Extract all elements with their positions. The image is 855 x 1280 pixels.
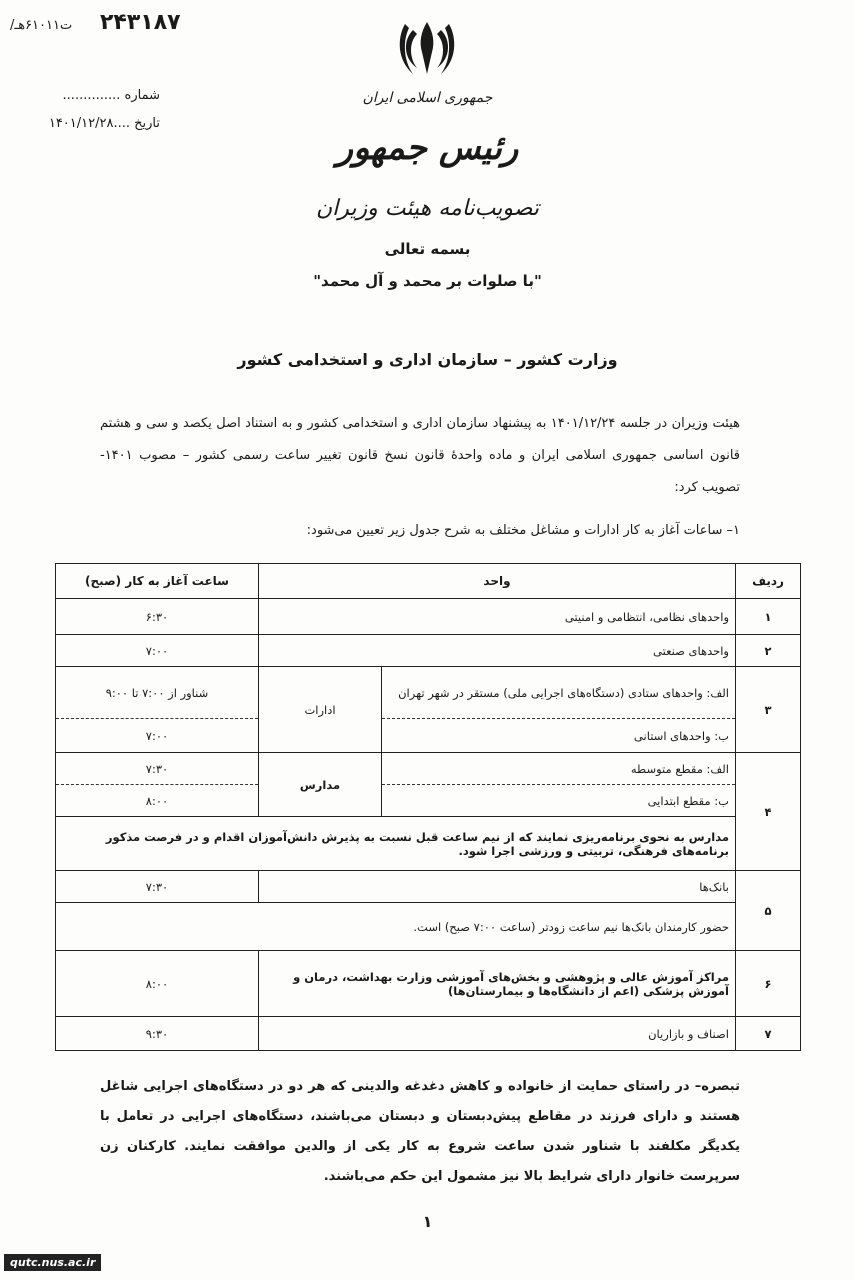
date-field: تاریخ ....۱۴۰۱/۱۲/۲۸: [48, 116, 160, 131]
header-start-time: ساعت آغاز به کار (صبح): [56, 564, 259, 599]
table-row: [56, 635, 801, 667]
president-title: رئیس جمهور: [336, 128, 519, 168]
table-row: [56, 599, 801, 635]
row-unit: اصناف و بازاریان: [259, 1017, 736, 1051]
bismillah-line: بسمه تعالی: [384, 240, 471, 258]
row-number: ۱: [736, 599, 801, 635]
row-number: ۳: [736, 667, 801, 753]
row-time: ۷:۳۰: [56, 871, 259, 903]
row-note: مدارس به نحوی برنامه‌ریزی نمایند که از نیم ساعت قبل نسبت به پذیرش دانش‌آموزان اقدام و در فرصت مذکور برنامه‌های فرهنگی، تربیتی و ورزشی اجرا شود.: [56, 817, 736, 871]
approval-title: تصویب‌نامه هیئت وزیران: [316, 196, 539, 221]
row-time: ۷:۰۰: [56, 635, 259, 667]
row-number: ۷: [736, 1017, 801, 1051]
salawat-line: "با صلوات بر محمد و آل محمد": [313, 272, 542, 290]
row-note: حضور کارمندان بانک‌ها نیم ساعت زودتر (ساعت ۷:۰۰ صبح) است.: [56, 903, 736, 951]
ministry-line: وزارت کشور – سازمان اداری و استخدامی کشور: [237, 350, 618, 369]
row-unit: الف: واحدهای ستادی (دستگاه‌های اجرایی ملی) مستقر در شهر تهران: [382, 667, 736, 719]
page-number: ۱: [422, 1212, 433, 1231]
table-header-row: [56, 564, 801, 599]
row-unit: واحدهای نظامی، انتظامی و امنیتی: [259, 599, 736, 635]
row-group: مدارس: [259, 753, 382, 817]
row-time: شناور از ۷:۰۰ تا ۹:۰۰: [56, 667, 259, 719]
row-number: ۶: [736, 951, 801, 1017]
item-1-text: ۱– ساعات آغاز به کار ادارات و مشاغل مختلف به شرح جدول زیر تعیین می‌شود:: [306, 523, 740, 538]
table-row: [56, 785, 801, 817]
row-number: ۴: [736, 753, 801, 871]
row-unit: الف: مقطع متوسطه: [382, 753, 736, 785]
row-time: ۸:۰۰: [56, 951, 259, 1017]
row-time: ۷:۰۰: [56, 719, 259, 753]
reference-code: /ت۶۱۰۱۱هـ: [10, 18, 73, 33]
row-time: ۷:۳۰: [56, 753, 259, 785]
row-unit: بانک‌ها: [259, 871, 736, 903]
row-time: ۹:۳۰: [56, 1017, 259, 1051]
header-row-number: ردیف: [736, 564, 801, 599]
row-unit: ب: واحدهای استانی: [382, 719, 736, 753]
row-number: ۵: [736, 871, 801, 951]
number-field: شماره ..............: [62, 88, 160, 103]
republic-title: جمهوری اسلامی ایران: [362, 90, 493, 106]
table-row: [56, 903, 801, 951]
table-row: [56, 951, 801, 1017]
schedule-table: [55, 563, 801, 1051]
row-number: ۲: [736, 635, 801, 667]
row-unit: ب: مقطع ابتدایی: [382, 785, 736, 817]
table-row: [56, 753, 801, 785]
emblem-icon: [395, 18, 459, 80]
reference-number: ۲۴۳۱۸۷: [100, 10, 181, 35]
watermark-link[interactable]: qutc.nus.ac.ir: [4, 1254, 101, 1271]
row-unit: مراکز آموزش عالی و پژوهشی و بخش‌های آموزشی وزارت بهداشت، درمان و آموزش پزشکی (اعم از دانشگاه‌ها و بیمارستان‌ها): [259, 951, 736, 1017]
header-unit: واحد: [259, 564, 736, 599]
table-row: [56, 719, 801, 753]
row-unit: واحدهای صنعتی: [259, 635, 736, 667]
table-row: [56, 667, 801, 719]
row-time: ۸:۰۰: [56, 785, 259, 817]
note-paragraph: تبصره– در راستای حمایت از خانواده و کاهش دغدغه والدینی که هر دو در دستگاه‌های اجرایی شاغل هستند و دارای فرزند در مقاطع پیش‌دبستان و دبستان می‌باشند، دستگاه‌های اجرایی در تعامل با یکدیگر مکلفند با شناور شدن ساعت شروع به کار یکی از والدین موافقت نمایند. کارکنان زن سرپرست خانوار دارای شرایط بالا نیز مشمول این حکم می‌باشند.: [100, 1079, 740, 1184]
table-row: [56, 817, 801, 871]
row-time: ۶:۳۰: [56, 599, 259, 635]
table-row: [56, 1017, 801, 1051]
intro-paragraph: هیئت وزیران در جلسه ۱۴۰۱/۱۲/۲۴ به پیشنهاد سازمان اداری و استخدامی کشور و به استناد اصل یکصد و سی و هشتم قانون اساسی جمهوری اسلامی ایران و ماده واحدهٔ قانون نسخ قانون تغییر ساعت رسمی کشور – مصوب ۱۴۰۱- تصویب کرد:: [100, 416, 740, 495]
row-group: ادارات: [259, 667, 382, 753]
table-row: [56, 871, 801, 903]
